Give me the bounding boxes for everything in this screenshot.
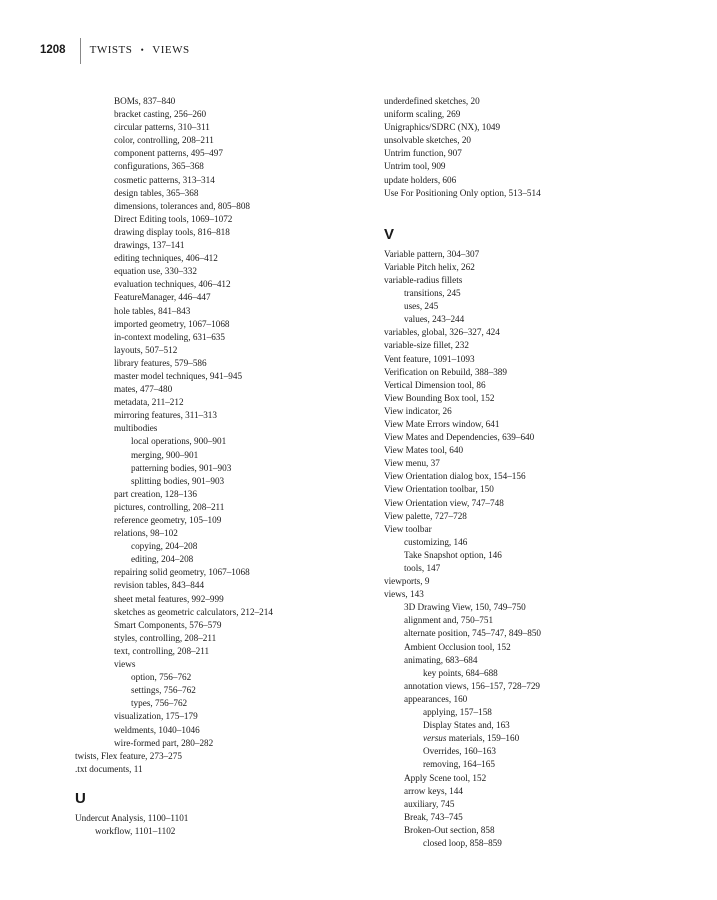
index-entry: relations, 98–102 [114,528,178,539]
index-entry: underdefined sketches, 20 [384,96,480,106]
index-entry: applying, 157–158 [423,707,492,718]
index-entry: wire-formed part, 280–282 [114,737,214,748]
index-entry: .txt documents, 11 [75,763,143,774]
index-entry: cosmetic patterns, 313–314 [114,174,215,185]
index-entry: FeatureManager, 446–447 [114,292,211,303]
index-entry: View toolbar [384,523,432,534]
index-entry: appearances, 160 [404,693,468,704]
index-entry: design tables, 365–368 [114,187,199,198]
index-entry: mirroring features, 311–313 [114,410,217,421]
index-entry: auxiliary, 745 [404,798,455,809]
index-entry: Direct Editing tools, 1069–1072 [114,213,233,224]
right-entries [384,95,684,200]
header-subsection: VIEWS [152,44,190,56]
index-entry: viewports, 9 [384,576,430,587]
index-entry: part creation, 128–136 [114,488,197,499]
index-entry: metadata, 211–212 [114,397,184,408]
index-entry: Overrides, 160–163 [423,746,496,757]
running-header [40,41,190,59]
index-entry: View Orientation dialog box, 154–156 [384,471,526,482]
index-entry: dimensions, tolerances and, 805–808 [114,200,251,211]
index-entry: patterning bodies, 901–903 [131,462,232,473]
index-entry: evaluation techniques, 406–412 [114,279,231,290]
index-entry: weldments, 1040–1046 [114,724,200,735]
index-entry: Ambient Occlusion tool, 152 [404,641,511,652]
index-entry: alignment and, 750–751 [404,615,494,626]
index-entry: Take Snapshot option, 146 [404,549,502,560]
index-entry: View Mate Errors window, 641 [384,418,500,429]
index-entry: workflow, 1101–1102 [95,825,176,836]
index-entry: Vertical Dimension tool, 86 [384,379,486,390]
index-entry: animating, 683–684 [404,654,478,665]
index-entry: layouts, 507–512 [114,344,178,355]
index-entry: editing techniques, 406–412 [114,253,218,264]
index-entry: color, controlling, 208–211 [114,135,214,146]
index-entry: Display States and, 163 [423,720,510,731]
index-entry: configurations, 365–368 [114,161,204,172]
index-column-right [384,95,684,850]
header-title [90,44,190,56]
section-letter-v: V [384,225,395,243]
index-entry: option, 756–762 [131,672,192,683]
index-entry: Variable Pitch helix, 262 [384,261,475,272]
index-entry: component patterns, 495–497 [114,148,223,159]
index-entry: Apply Scene tool, 152 [404,772,487,783]
index-entry: in-context modeling, 631–635 [114,331,225,342]
section-letter-u: U [75,789,86,807]
index-entry: copying, 204–208 [131,541,198,552]
index-entry: values, 243–244 [404,314,465,325]
index-entry: BOMs, 837–840 [114,96,176,106]
index-entry: versus materials, 159–160 [423,733,520,744]
index-entry: variable-radius fillets [384,274,463,285]
header-section: TWISTS [89,44,133,56]
index-entry: text, controlling, 208–211 [114,645,210,656]
index-entry: uses, 245 [404,301,439,312]
index-entry: repairing solid geometry, 1067–1068 [114,567,250,578]
index-entry: Verification on Rebuild, 388–389 [384,366,507,377]
index-entry: uniform scaling, 269 [384,109,461,120]
index-entry: View indicator, 26 [384,405,452,416]
index-entry: views, 143 [384,589,424,600]
index-entry: merging, 900–901 [131,449,199,460]
index-entry: equation use, 330–332 [114,266,197,277]
index-entry: local operations, 900–901 [131,436,227,447]
index-entry: visualization, 175–179 [114,711,198,722]
index-entry: Untrim tool, 909 [384,161,446,172]
index-entry: twists, Flex feature, 273–275 [75,750,182,761]
header-divider [80,38,81,64]
index-entry: Undercut Analysis, 1100–1101 [75,812,189,823]
index-entry: drawing display tools, 816–818 [114,226,230,237]
index-entry: revision tables, 843–844 [114,580,205,591]
index-entry: sheet metal features, 992–999 [114,593,224,604]
right-section-entries [384,248,684,850]
index-entry: reference geometry, 105–109 [114,515,222,525]
index-entry: Broken-Out section, 858 [404,824,495,835]
index-entry: sketches as geometric calculators, 212–214 [114,606,273,617]
index-entry: View menu, 37 [384,458,440,469]
index-entry: key points, 684–688 [423,667,498,678]
index-entry: Unigraphics/SDRC (NX), 1049 [384,122,501,133]
index-entry: pictures, controlling, 208–211 [114,501,225,512]
index-entry: circular patterns, 310–311 [114,122,210,133]
index-entry: View Orientation toolbar, 150 [384,484,494,495]
index-entry: closed loop, 858–859 [423,837,502,848]
left-section-entries [75,812,355,838]
index-entry: alternate position, 745–747, 849–850 [404,628,542,639]
index-entry: Untrim function, 907 [384,148,462,159]
index-entry: View Mates and Dependencies, 639–640 [384,432,535,443]
index-entry: mates, 477–480 [114,384,173,395]
index-entry: tools, 147 [404,563,441,573]
index-entry: transitions, 245 [404,288,461,299]
index-entry: annotation views, 156–157, 728–729 [404,680,541,691]
index-entry: removing, 164–165 [423,759,495,770]
index-entry: views [114,659,136,670]
index-entry: variable-size fillet, 232 [384,340,469,351]
page-number: 1208 [40,44,66,56]
index-entry: master model techniques, 941–945 [114,370,243,381]
index-entry: variables, global, 326–327, 424 [384,327,500,338]
index-entry: View Orientation view, 747–748 [384,497,504,508]
index-entry: Vent feature, 1091–1093 [384,353,475,364]
index-column-left [75,95,355,838]
left-entries [75,95,355,776]
index-entry: arrow keys, 144 [404,785,463,796]
index-entry: editing, 204–208 [131,554,194,565]
index-entry: View palette, 727–728 [384,510,467,521]
index-entry: Use For Positioning Only option, 513–514 [384,187,541,198]
index-entry: 3D Drawing View, 150, 749–750 [404,602,526,613]
index-entry: multibodies [114,423,158,434]
index-entry: Variable pattern, 304–307 [384,248,480,259]
header-separator: • [140,45,145,55]
index-entry: styles, controlling, 208–211 [114,632,217,643]
index-entry: View Mates tool, 640 [384,445,464,456]
index-entry: hole tables, 841–843 [114,305,191,316]
index-entry: update holders, 606 [384,174,457,185]
index-entry: settings, 756–762 [131,685,196,696]
index-entry: drawings, 137–141 [114,240,185,251]
index-entry: imported geometry, 1067–1068 [114,318,230,329]
index-entry: library features, 579–586 [114,357,207,368]
index-entry: unsolvable sketches, 20 [384,135,472,146]
index-entry: types, 756–762 [131,698,188,709]
index-entry: Break, 743–745 [404,811,463,822]
index-entry: customizing, 146 [404,536,468,547]
index-entry: splitting bodies, 901–903 [131,475,225,486]
index-entry: bracket casting, 256–260 [114,109,207,120]
index-entry: View Bounding Box tool, 152 [384,392,495,403]
index-entry: Smart Components, 576–579 [114,619,222,630]
